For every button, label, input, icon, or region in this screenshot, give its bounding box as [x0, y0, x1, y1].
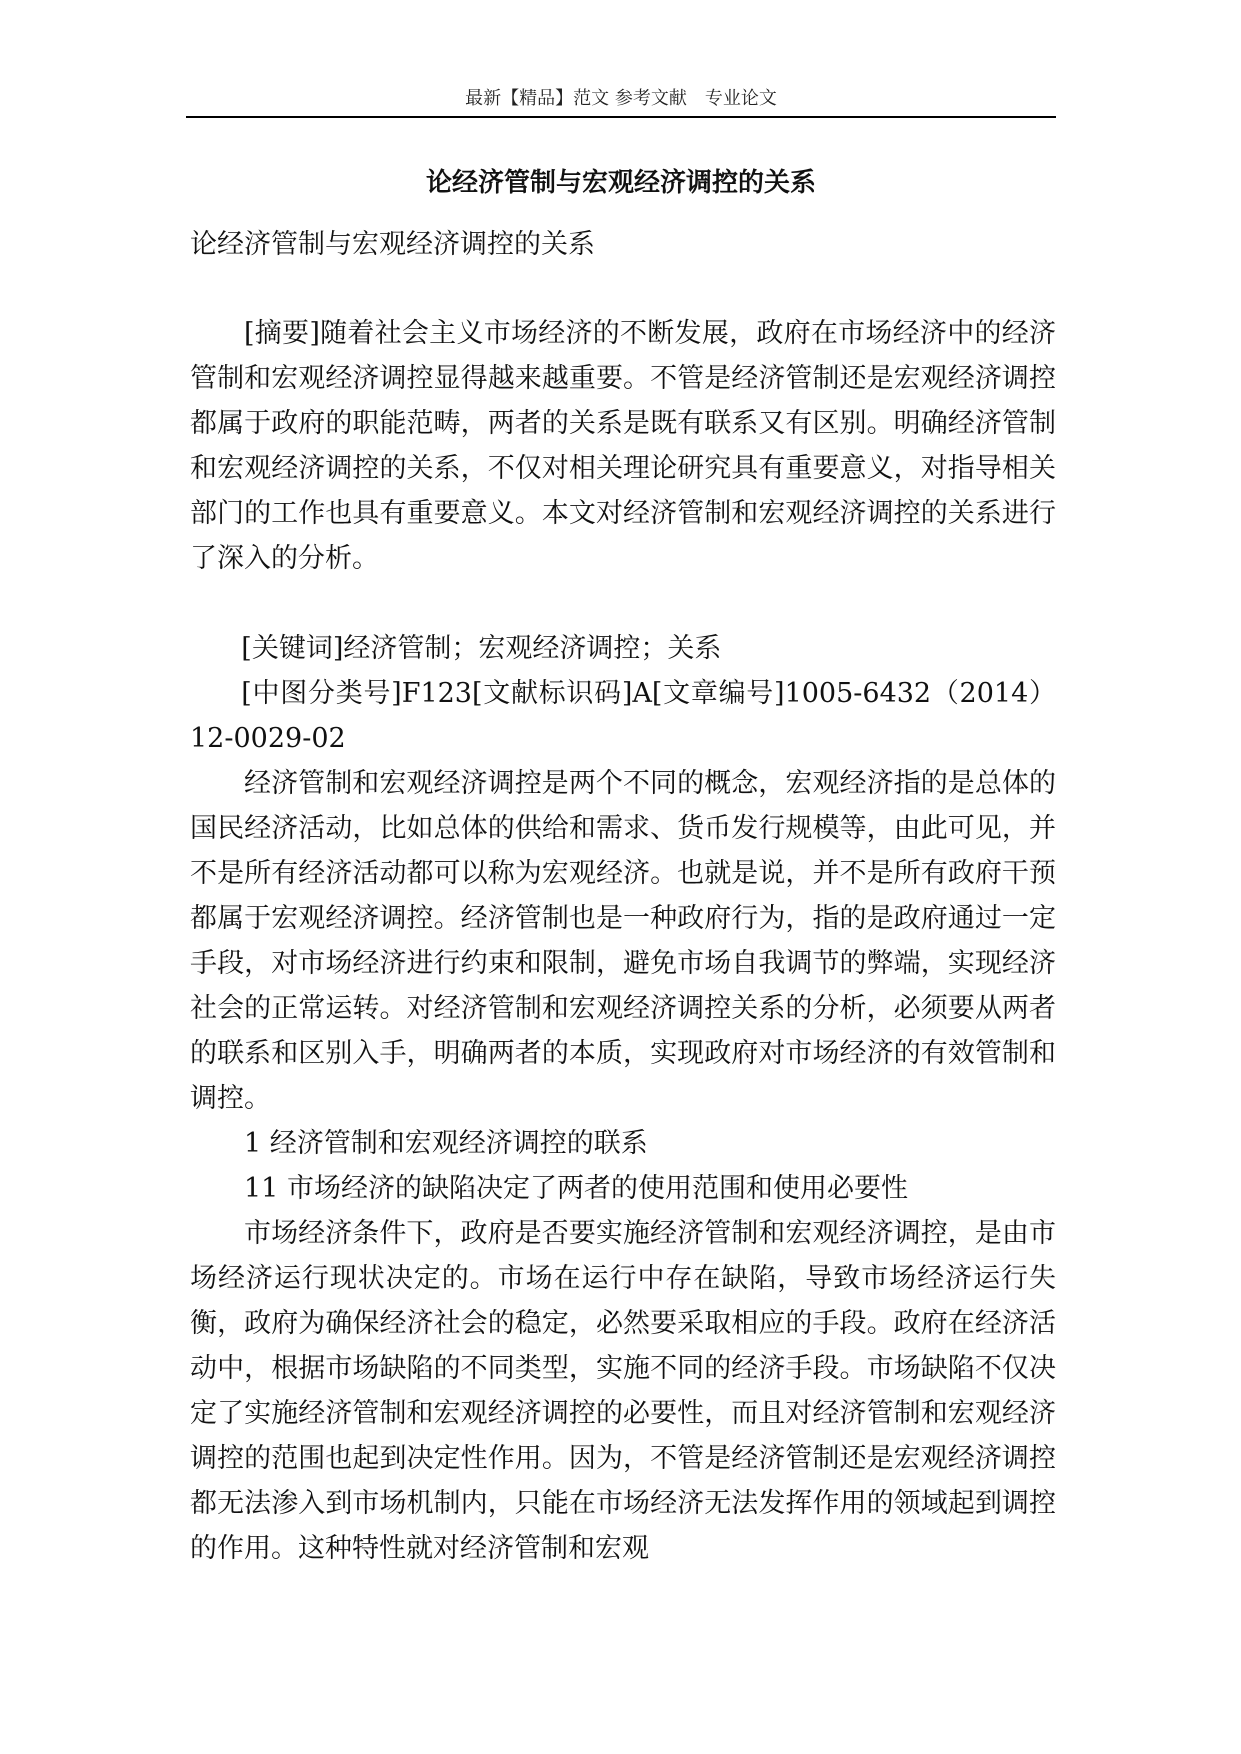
document-title: 论经济管制与宏观经济调控的关系: [425, 168, 816, 198]
running-header-text: 最新【精品】范文 参考文献 专业论文: [465, 88, 777, 109]
intro-paragraph: 经济管制和宏观经济调控是两个不同的概念，宏观经济指的是总体的国民经济活动，比如总体的供给和需求、货币发行规模等，由此可见，并不是所有经济活动都可以称为宏观经济。也就是说，并不是所有政府干预都属于宏观经济调控。经济管制也是一种政府行为，指的是政府通过一定手段，对市场经济进行约束和限制，避免市场自我调节的弊端，实现经济社会的正常运转。对经济管制和宏观经济调控关系的分析，必须要从两者的联系和区别入手，明确两者的本质，实现政府对市场经济的有效管制和调控。: [190, 768, 1056, 1114]
running-header: [186, 82, 1056, 118]
document-subtitle: 论经济管制与宏观经济调控的关系: [190, 229, 595, 260]
classification-line: [中图分类号]F123[文献标识码]A[文章编号]1005-6432（2014）12-0029-02: [190, 678, 1056, 754]
section-heading: 1 经济管制和宏观经济调控的联系: [244, 1128, 648, 1159]
keywords-line: [关键词]经济管制；宏观经济调控；关系: [241, 633, 722, 664]
subsection-heading: 11 市场经济的缺陷决定了两者的使用范围和使用必要性: [244, 1173, 908, 1204]
body-paragraph: 市场经济条件下，政府是否要实施经济管制和宏观经济调控，是由市场经济运行现状决定的。市场在运行中存在缺陷，导致市场经济运行失衡，政府为确保经济社会的稳定，必然要采取相应的手段。政府在经济活动中，根据市场缺陷的不同类型，实施不同的经济手段。市场缺陷不仅决定了实施经济管制和宏观经济调控的必要性，而且对经济管制和宏观经济调控的范围也起到决定性作用。因为，不管是经济管制还是宏观经济调控都无法渗入到市场机制内，只能在市场经济无法发挥作用的领域起到调控的作用。这种特性就对经济管制和宏观: [190, 1218, 1056, 1564]
abstract-paragraph: [摘要]随着社会主义市场经济的不断发展，政府在市场经济中的经济管制和宏观经济调控显得越来越重要。不管是经济管制还是宏观经济调控都属于政府的职能范畴，两者的关系是既有联系又有区别。明确经济管制和宏观经济调控的关系，不仅对相关理论研究具有重要意义，对指导相关部门的工作也具有重要意义。本文对经济管制和宏观经济调控的关系进行了深入的分析。: [190, 318, 1056, 574]
document-body: [190, 222, 1056, 1571]
